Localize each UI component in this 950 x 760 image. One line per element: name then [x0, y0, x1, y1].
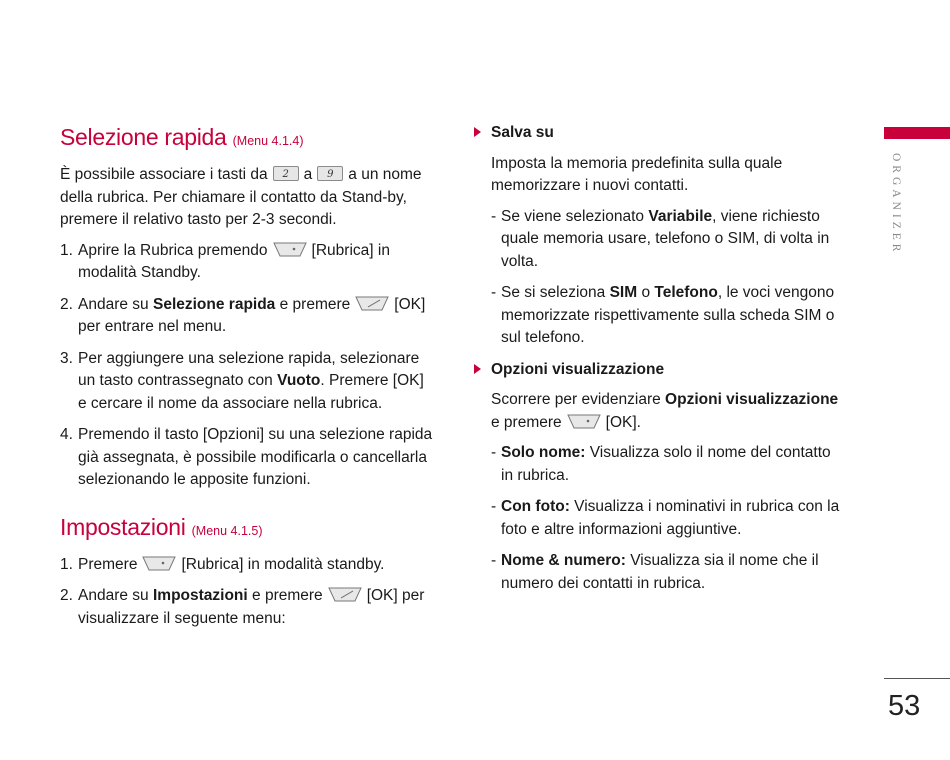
key-9-icon: 9: [317, 166, 343, 181]
section-label-organizer: ORGANIZER: [890, 153, 902, 256]
left-softkey-icon: [567, 413, 601, 430]
step-2: 2. Andare su Selezione rapida e premere [OK] per entrare nel menu.: [60, 295, 426, 335]
right-softkey-icon: [328, 586, 362, 603]
step-1: 1. Aprire la Rubrica premendo [Rubrica] in modalità Standby.: [60, 241, 390, 281]
heading-salva-su: Salva su: [474, 122, 846, 145]
section-tab-marker: [884, 127, 950, 139]
opzione-nome-numero: - Nome & numero: Visualizza sia il nome che il numero dei contatti in rubrica.: [491, 552, 819, 592]
section-title-impostazioni: Impostazioni (Menu 4.1.5): [60, 513, 263, 540]
opzione-con-foto: - Con foto: Visualizza i nominativi in rubrica con la foto e altre informazioni aggiuntive.: [491, 498, 840, 538]
salva-description: Imposta la memoria predefinita sulla quale memorizzare i nuovi contatti.: [491, 154, 783, 194]
opzioni-description: Scorrere per evidenziare Opzioni visualizzazione e premere [OK].: [491, 391, 839, 431]
heading-opzioni-visualizzazione: Opzioni visualizzazione: [474, 359, 846, 382]
step-4: 4. Premendo il tasto [Opzioni] su una selezione rapida già assegnata, è possibile modificarla o cancellarla selezionando le apposite funzioni.: [60, 426, 433, 488]
right-softkey-icon: [355, 295, 389, 312]
triangle-bullet-icon: [474, 364, 481, 374]
section-title-selezione-rapida: Selezione rapida (Menu 4.1.4): [60, 124, 304, 150]
triangle-bullet-icon: [474, 127, 481, 137]
settings-step-2: 2. Andare su Impostazioni e premere [OK] per visualizzare il seguente menu:: [60, 587, 425, 627]
salva-option-variabile: - Se viene selezionato Variabile, viene richiesto quale memoria usare, telefono o SIM, di volta in volta.: [491, 207, 830, 270]
left-softkey-icon: [273, 241, 307, 258]
settings-step-1: 1. Premere [Rubrica] in modalità standby.: [60, 555, 385, 573]
intro-paragraph: È possibile associare i tasti da 2 a 9 a un nome della rubrica. Per chiamare il contatto da Stand-by, premere il relativo tasto per 2-3 secondi.: [60, 166, 422, 228]
page-number-rule: [884, 678, 950, 679]
left-softkey-icon: [142, 555, 176, 572]
opzione-solo-nome: - Solo nome: Visualizza solo il nome del contatto in rubrica.: [491, 444, 831, 484]
step-3: 3. Per aggiungere una selezione rapida, selezionare un tasto contrassegnato con Vuoto. Premere [OK] e cercare il nome da associare nella rubrica.: [60, 349, 424, 412]
right-column: [474, 122, 846, 604]
key-2-icon: 2: [273, 166, 299, 181]
page-number: 53: [888, 690, 921, 722]
salva-option-sim-telefono: - Se si seleziona SIM o Telefono, le voci vengono memorizzate rispettivamente sulla scheda SIM o sul telefono.: [491, 284, 835, 346]
left-column: [60, 122, 435, 639]
